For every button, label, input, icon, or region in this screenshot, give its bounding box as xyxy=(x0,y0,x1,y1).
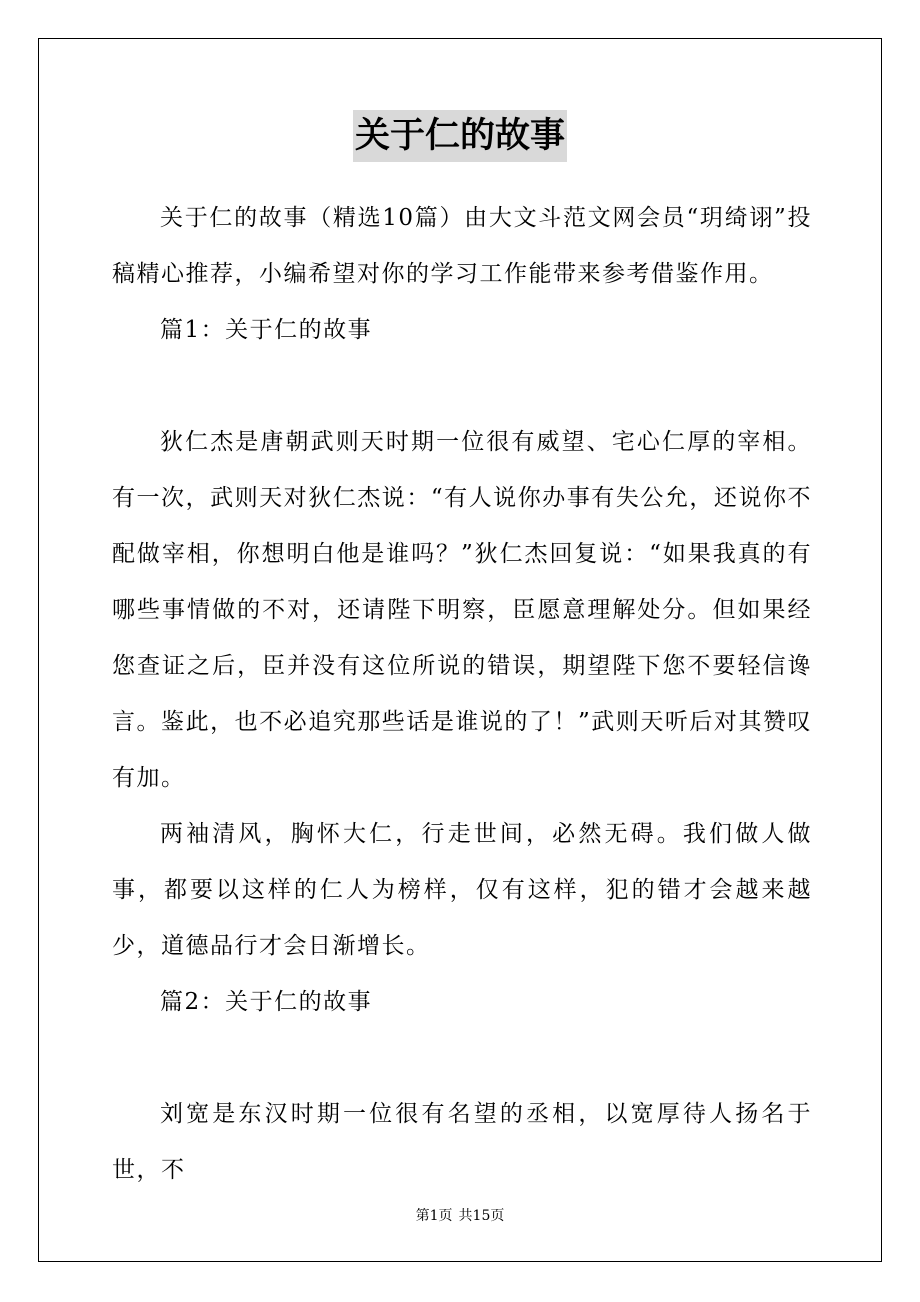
section-heading-2: 篇2：关于仁的故事 xyxy=(160,989,373,1015)
page-total: 共15页 xyxy=(458,1208,505,1224)
document-body xyxy=(112,190,812,1198)
body-paragraph: 刘宽是东汉时期一位很有名望的丞相，以宽厚待人扬名于世，不 xyxy=(112,1101,812,1183)
document-title: 关于仁的故事 xyxy=(353,110,567,162)
body-paragraph: 狄仁杰是唐朝武则天时期一位很有威望、宅心仁厚的宰相。有一次，武则天对狄仁杰说：“有人说你办事有失公允，还说你不配做宰相，你想明白他是谁吗？”狄仁杰回复说：“如果我真的有哪些事情做的不对，还请陛下明察，臣愿意理解处分。但如果经您查证之后，臣并没有这位所说的错误，期望陛下您不要轻信谗言。鉴此，也不必追究那些话是谁说的了！”武则天听后对其赞叹有加。 xyxy=(112,429,812,791)
page-footer xyxy=(0,1207,920,1225)
page-number: 第1页 xyxy=(415,1208,453,1224)
intro-paragraph: 关于仁的故事（精选10篇）由大文斗范文网会员“玥绮诩”投稿精心推荐，小编希望对你的学习工作能带来参考借鉴作用。 xyxy=(112,205,812,287)
title-container xyxy=(0,110,920,162)
body-paragraph: 两袖清风，胸怀大仁，行走世间，必然无碍。我们做人做事，都要以这样的仁人为榜样，仅有这样，犯的错才会越来越少，道德品行才会日渐增长。 xyxy=(112,821,812,959)
section-heading-1: 篇1：关于仁的故事 xyxy=(160,317,373,343)
